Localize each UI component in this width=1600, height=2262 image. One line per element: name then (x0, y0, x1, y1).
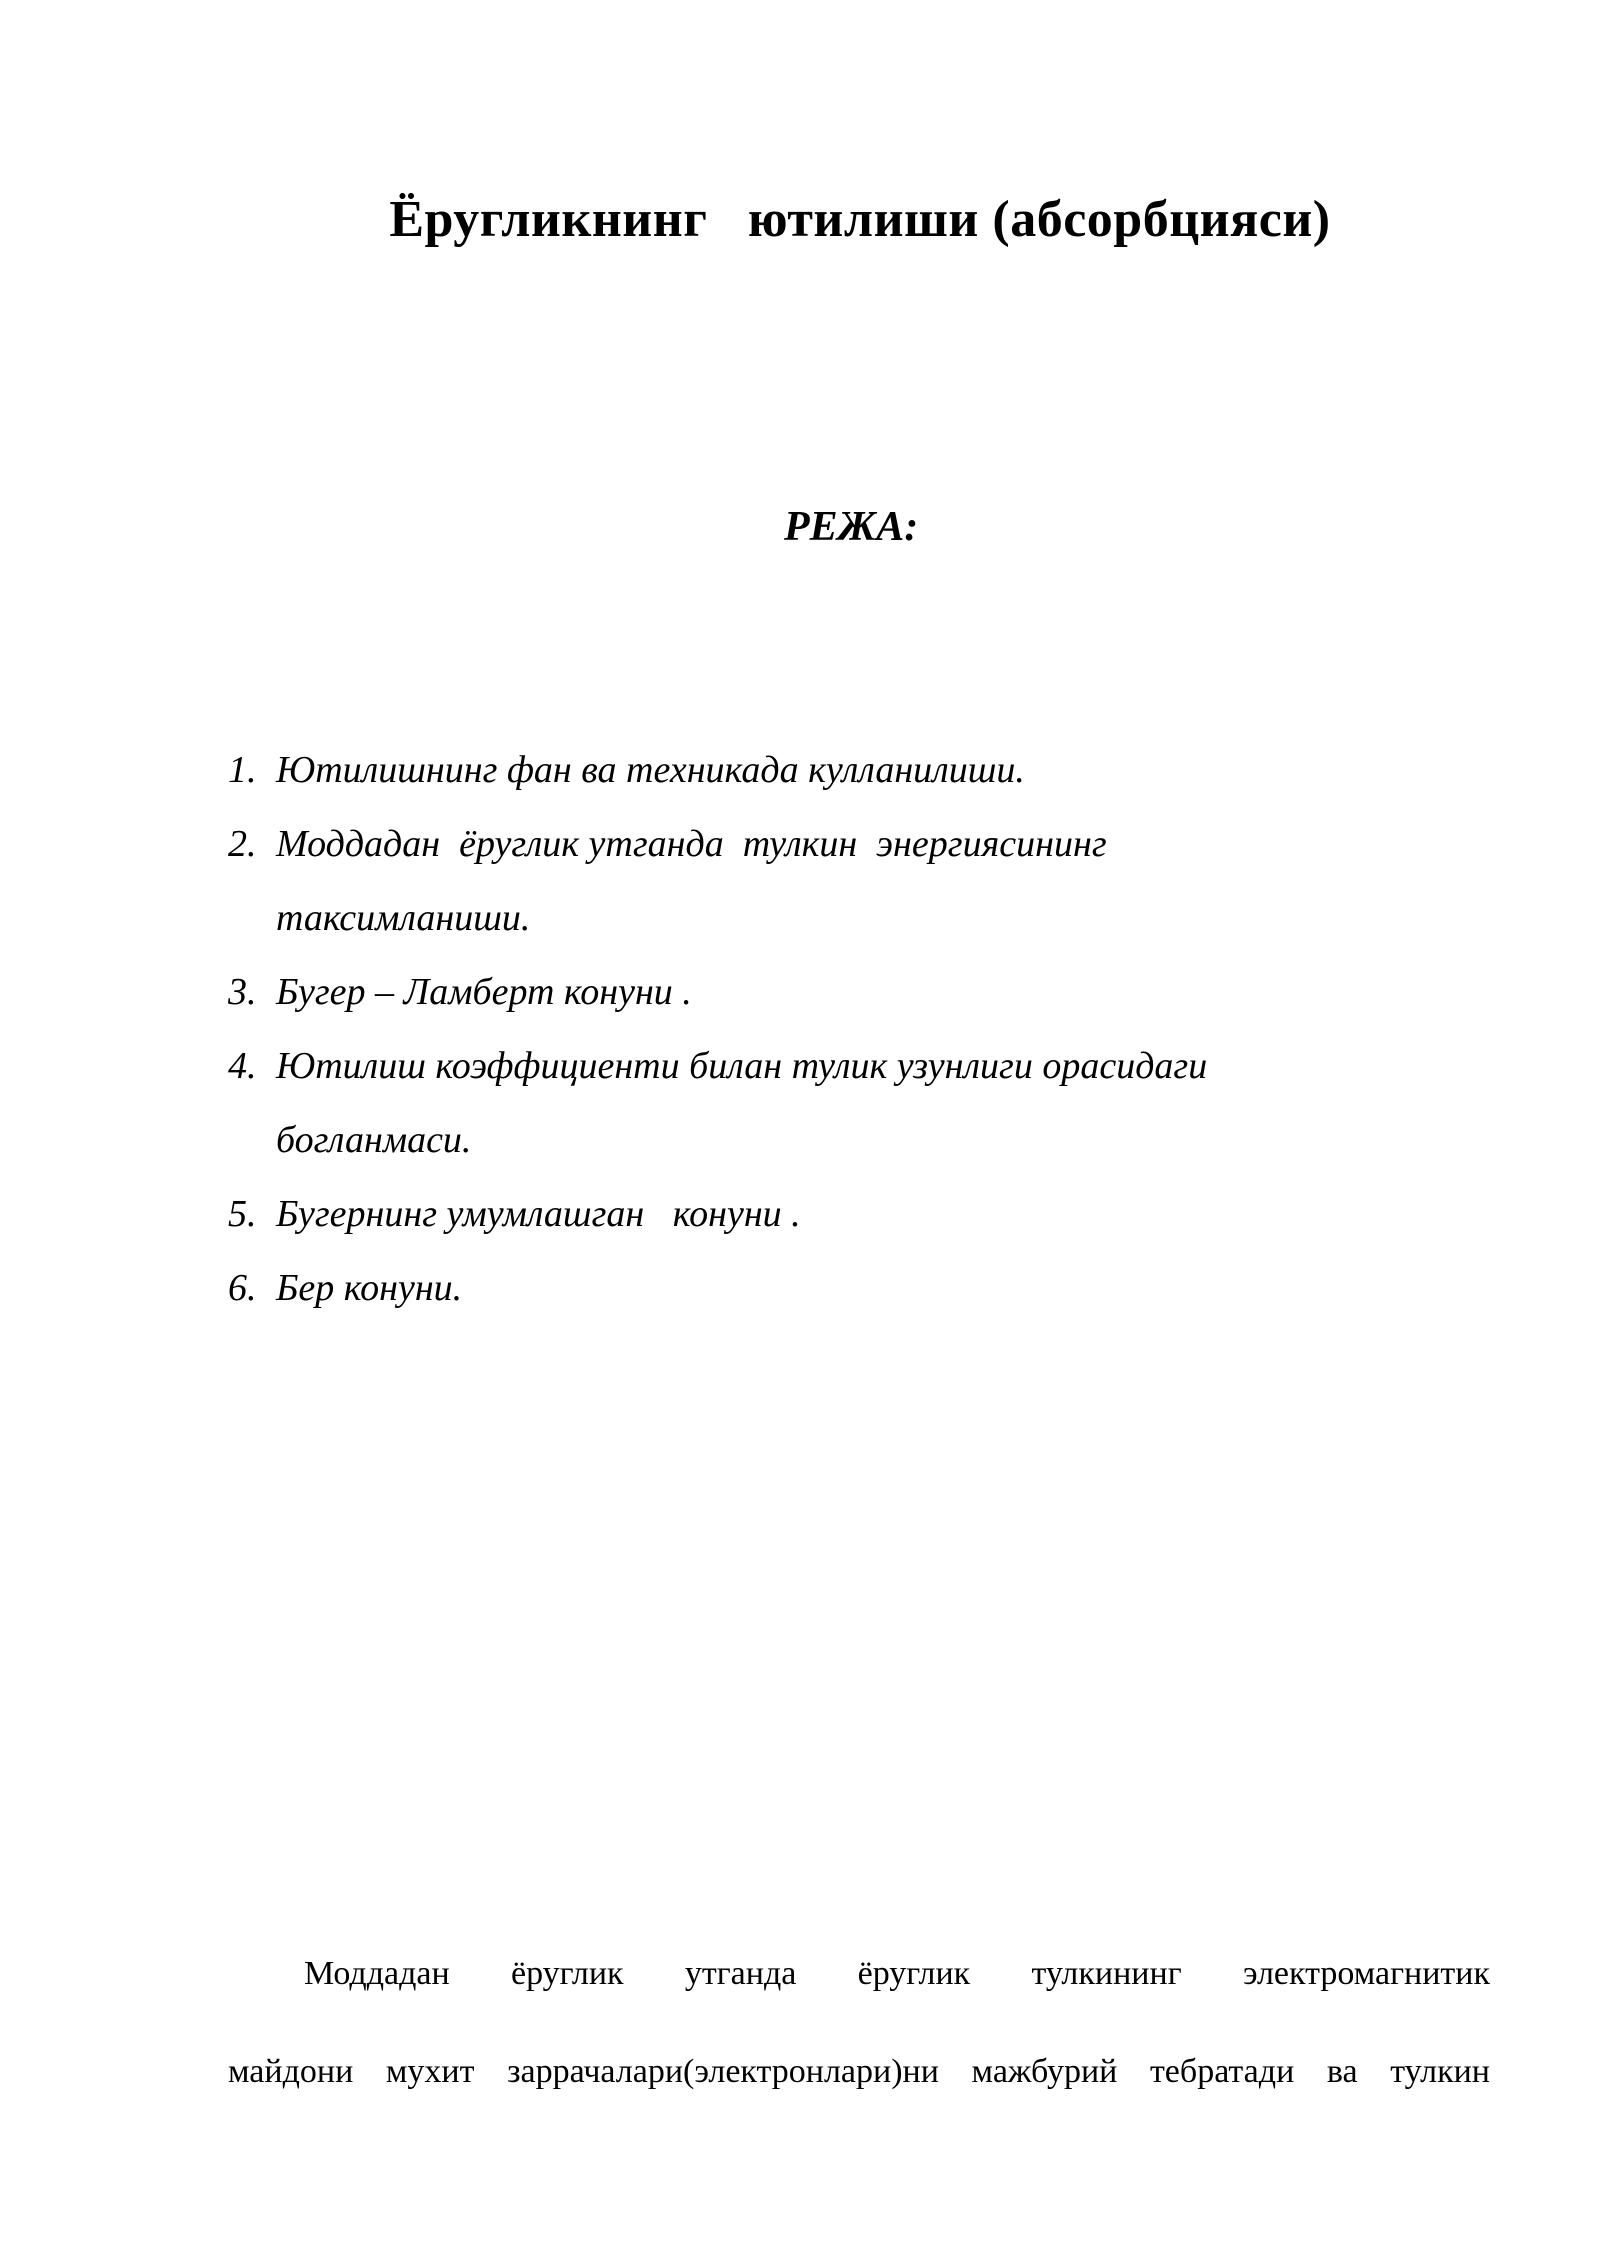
plan-item-number: 5. (228, 1193, 257, 1235)
body-word: электромагнитик (1242, 1955, 1490, 1992)
plan-item-line: богланмаси. (276, 1119, 472, 1161)
plan-item-number: 4. (228, 1045, 257, 1087)
plan-list (228, 733, 1408, 1325)
document-title: Ёругликнинг ютилиши (абсорбцияси) (389, 191, 1331, 248)
plan-item-text (276, 1177, 1408, 1251)
plan-item-line: Бугер – Ламберт конуни . (276, 971, 692, 1013)
body-word: тулкининг (1031, 1955, 1182, 1992)
body-line (228, 1925, 1490, 2023)
plan-item-number: 1. (228, 749, 257, 791)
body-word: майдони (228, 2053, 354, 2090)
plan-item-text (276, 1029, 1408, 1177)
plan-item-text (276, 807, 1408, 955)
body-word: ва (1326, 2053, 1358, 2090)
plan-item (228, 1029, 1408, 1177)
body-word: утганда (684, 1955, 797, 1992)
body-word: мухит (385, 2053, 475, 2090)
plan-item-line: таксимланиши. (276, 897, 531, 939)
body-line (228, 2023, 1490, 2121)
plan-item-text (276, 1251, 1408, 1325)
plan-item-line: Бугернинг умумлашган конуни . (276, 1193, 801, 1235)
body-word: тулкин (1390, 2053, 1490, 2090)
body-paragraph (228, 1925, 1490, 2121)
body-word: мажбурий (971, 2053, 1118, 2090)
plan-item (228, 955, 1408, 1029)
body-word: ёруглик (857, 1955, 971, 1992)
plan-item-number: 2. (228, 823, 257, 865)
body-word: ёруглик (511, 1955, 624, 1992)
plan-heading: РЕЖА: (784, 504, 919, 550)
plan-item (228, 807, 1408, 955)
plan-item-number: 3. (228, 971, 257, 1013)
plan-item (228, 1251, 1408, 1325)
plan-item-line: Бер конуни. (276, 1267, 463, 1309)
plan-item (228, 733, 1408, 807)
plan-item-line: Ютилишнинг фан ва техникада кулланилиши. (276, 749, 1025, 791)
plan-item-text (276, 955, 1408, 1029)
plan-item-text (276, 733, 1408, 807)
body-word: заррачалари(электронлари)ни (507, 2053, 939, 2090)
plan-item-line: Моддадан ёруглик утганда тулкин энергиясининг (276, 823, 1107, 865)
plan-item-line: Ютилиш коэффициенти билан тулик узунлиги орасидаги (276, 1045, 1208, 1087)
plan-item-number: 6. (228, 1267, 257, 1309)
plan-item (228, 1177, 1408, 1251)
body-word: Моддадан (304, 1955, 450, 1992)
body-word: тебратади (1149, 2053, 1295, 2090)
